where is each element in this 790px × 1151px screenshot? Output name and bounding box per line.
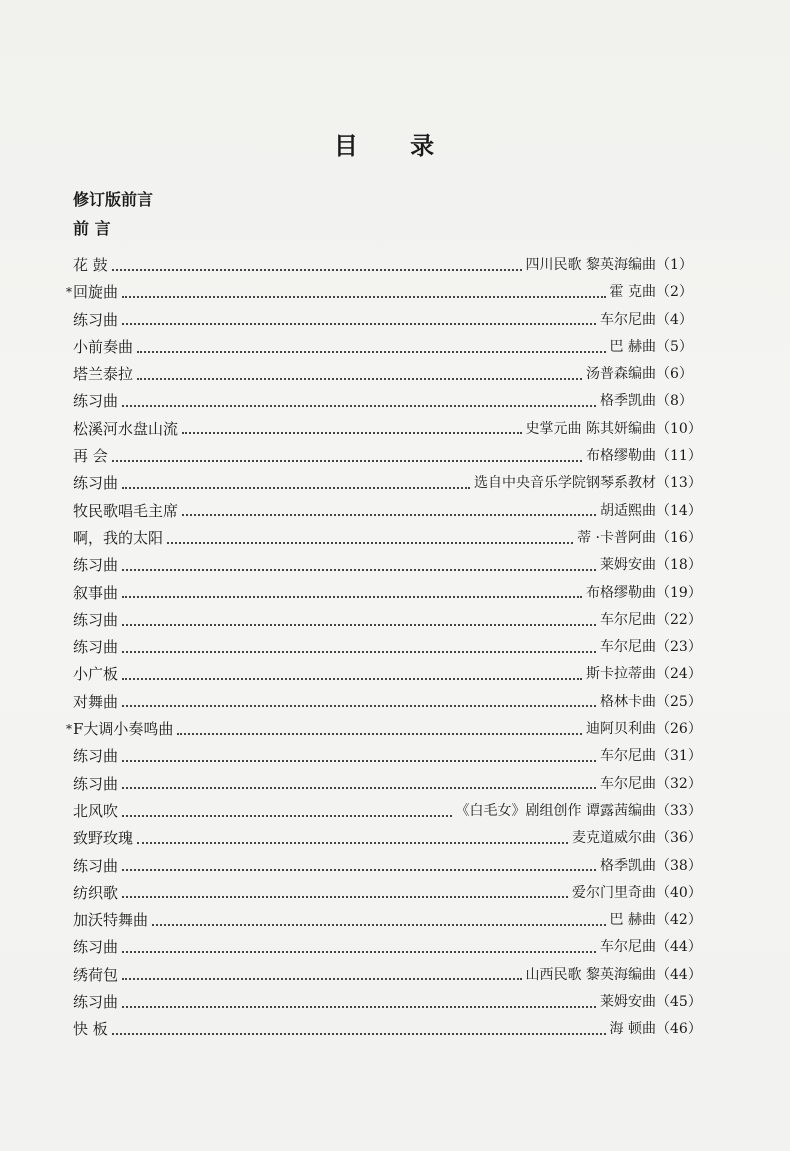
dot-leader <box>122 867 596 871</box>
entry-page-number: （6） <box>656 366 693 383</box>
entry-title: 练习曲 <box>73 556 119 575</box>
dot-leader <box>137 840 568 844</box>
toc-entry <box>0 279 790 306</box>
entry-page-number: （16） <box>656 529 702 546</box>
entry-page-number: （36） <box>656 830 702 847</box>
entry-page-number: （2） <box>656 284 693 301</box>
entry-title: 练习曲 <box>73 938 119 957</box>
entry-composer: 霍 克曲 <box>609 284 656 301</box>
dot-leader <box>122 785 596 789</box>
entry-page-number: （13） <box>656 475 702 492</box>
dot-leader <box>112 458 582 462</box>
section-preface: 前 言 <box>73 219 111 238</box>
entry-title: 小广板 <box>73 665 119 684</box>
entry-composer: 麦克道威尔曲 <box>572 830 656 847</box>
entry-title: 练习曲 <box>73 774 119 793</box>
dot-leader <box>182 512 596 516</box>
entry-page-number: （8） <box>656 393 693 410</box>
entry-composer: 格季凯曲 <box>600 393 656 410</box>
entry-composer: 莱姆安曲 <box>600 994 656 1011</box>
entry-composer: 汤普森编曲 <box>586 366 656 383</box>
entry-page-number: （24） <box>656 666 702 683</box>
entry-composer: 山西民歌 黎英海编曲 <box>525 966 656 983</box>
dot-leader <box>122 949 596 953</box>
entry-title: 对舞曲 <box>73 692 119 711</box>
entry-composer: 车尔尼曲 <box>600 611 656 628</box>
entry-composer: 爱尔门里奇曲 <box>572 884 656 901</box>
entry-composer: 《白毛女》剧组创作 谭露茜编曲 <box>455 802 656 819</box>
toc-entry <box>0 907 790 934</box>
dot-leader <box>122 676 582 680</box>
entry-title: 塔兰泰拉 <box>73 365 134 384</box>
entry-page-number: （45） <box>656 994 702 1011</box>
entry-page-number: （19） <box>656 584 702 601</box>
dot-leader <box>122 703 596 707</box>
toc-entry <box>0 634 790 661</box>
entry-page-number: （44） <box>656 939 702 956</box>
toc-entry <box>0 934 790 961</box>
entry-title: 练习曲 <box>73 638 119 657</box>
entry-composer: 布格缪勒曲 <box>586 584 656 601</box>
toc-entry <box>0 252 790 279</box>
dot-leader <box>152 922 606 926</box>
toc-entry <box>0 525 790 552</box>
dot-leader <box>167 540 573 544</box>
entry-title: 小前奏曲 <box>73 337 134 356</box>
dot-leader <box>137 376 582 380</box>
entry-title: 致野玫瑰 <box>73 829 134 848</box>
entry-page-number: （5） <box>656 338 693 355</box>
entry-page-number: （18） <box>656 557 702 574</box>
entry-composer: 蒂 ·卡普阿曲 <box>577 529 656 546</box>
entry-page-number: （46） <box>656 1021 702 1038</box>
toc-entry <box>0 361 790 388</box>
entry-page-number: （22） <box>656 611 702 628</box>
entry-title: 松溪河水盘山流 <box>73 419 179 438</box>
entry-composer: 迪阿贝利曲 <box>586 721 656 738</box>
entry-page-number: （32） <box>656 775 702 792</box>
dot-leader <box>122 485 470 489</box>
toc-entry <box>0 989 790 1016</box>
dot-leader <box>122 622 596 626</box>
entry-title: 练习曲 <box>73 392 119 411</box>
dot-leader <box>122 894 568 898</box>
entry-title: 牧民歌唱毛主席 <box>73 501 179 520</box>
dot-leader <box>122 1004 596 1008</box>
entry-title: 练习曲 <box>73 310 119 329</box>
toc-entry <box>0 853 790 880</box>
dot-leader <box>182 430 522 434</box>
toc-entry <box>0 880 790 907</box>
entry-composer: 选自中央音乐学院钢琴系教材 <box>474 475 656 492</box>
entry-composer: 格季凯曲 <box>600 857 656 874</box>
entry-page-number: （42） <box>656 912 702 929</box>
entry-composer: 布格缪勒曲 <box>586 448 656 465</box>
entry-page-number: （1） <box>656 257 693 273</box>
entry-page-number: （31） <box>656 748 702 765</box>
entry-composer: 车尔尼曲 <box>600 639 656 656</box>
entry-title: F大调小奏鸣曲 <box>73 720 174 739</box>
entry-page-number: （40） <box>656 884 702 901</box>
entry-title: 回旋曲 <box>73 283 119 302</box>
dot-leader <box>122 294 606 298</box>
dot-leader <box>122 567 596 571</box>
dot-leader <box>122 813 452 817</box>
entry-composer: 车尔尼曲 <box>600 775 656 792</box>
entry-composer: 格林卡曲 <box>600 693 656 710</box>
entry-page-number: （4） <box>656 311 693 328</box>
toc-entry <box>0 607 790 634</box>
toc-entry <box>0 798 790 825</box>
entry-page-number: （14） <box>656 502 702 519</box>
entry-composer: 巴 赫曲 <box>609 912 656 929</box>
entry-title: 练习曲 <box>73 747 119 766</box>
entry-title: 练习曲 <box>73 856 119 875</box>
entry-page-number: （44） <box>656 966 702 983</box>
toc-entry <box>0 498 790 525</box>
page-title: 目 录 <box>333 132 457 160</box>
dot-leader <box>122 649 596 653</box>
toc-entry <box>0 661 790 688</box>
entry-composer: 车尔尼曲 <box>600 939 656 956</box>
dot-leader <box>137 349 606 353</box>
section-revised-preface: 修订版前言 <box>73 190 154 209</box>
entry-title: 再 会 <box>73 447 108 466</box>
dot-leader <box>122 403 596 407</box>
entry-title: 练习曲 <box>73 474 119 493</box>
dot-leader <box>122 321 596 325</box>
entry-title: 绣荷包 <box>73 965 119 984</box>
toc-entry <box>0 334 790 361</box>
dot-leader <box>122 758 596 762</box>
asterisk-mark: * <box>66 285 72 300</box>
entry-composer: 车尔尼曲 <box>600 748 656 765</box>
entry-title: 花 鼓 <box>73 256 108 274</box>
entry-page-number: （33） <box>656 802 702 819</box>
toc-entry <box>0 443 790 470</box>
table-of-contents <box>0 252 790 1044</box>
toc-entry <box>0 716 790 743</box>
entry-composer: 斯卡拉蒂曲 <box>586 666 656 683</box>
toc-entry <box>0 1016 790 1043</box>
entry-title: 叙事曲 <box>73 583 119 602</box>
entry-composer: 海 顿曲 <box>609 1021 656 1038</box>
dot-leader <box>112 267 522 271</box>
asterisk-mark: * <box>66 722 72 737</box>
entry-title: 练习曲 <box>73 993 119 1012</box>
toc-entry <box>0 307 790 334</box>
toc-entry <box>0 825 790 852</box>
entry-composer: 莱姆安曲 <box>600 557 656 574</box>
dot-leader <box>112 1031 606 1035</box>
entry-page-number: （38） <box>656 857 702 874</box>
entry-composer: 巴 赫曲 <box>609 338 656 355</box>
toc-entry <box>0 552 790 579</box>
entry-title: 练习曲 <box>73 610 119 629</box>
toc-entry <box>0 470 790 497</box>
entry-page-number: （10） <box>656 420 702 437</box>
entry-composer: 车尔尼曲 <box>600 311 656 328</box>
toc-entry <box>0 771 790 798</box>
entry-title: 快 板 <box>73 1020 108 1039</box>
entry-title: 加沃特舞曲 <box>73 911 149 930</box>
toc-entry <box>0 689 790 716</box>
entry-page-number: （26） <box>656 721 702 738</box>
entry-page-number: （25） <box>656 693 702 710</box>
dot-leader <box>122 976 522 980</box>
entry-title: 纺织歌 <box>73 883 119 902</box>
toc-entry <box>0 416 790 443</box>
entry-title: 啊，我的太阳 <box>73 528 164 547</box>
entry-composer: 胡适熙曲 <box>600 502 656 519</box>
entry-composer: 史掌元曲 陈其妍编曲 <box>525 420 656 437</box>
entry-composer: 四川民歌 黎英海编曲 <box>525 257 656 273</box>
entry-page-number: （11） <box>656 448 702 465</box>
entry-page-number: （23） <box>656 639 702 656</box>
toc-entry <box>0 962 790 989</box>
entry-title: 北风吹 <box>73 801 119 820</box>
toc-entry <box>0 743 790 770</box>
toc-entry <box>0 580 790 607</box>
dot-leader <box>177 731 582 735</box>
dot-leader <box>122 594 582 598</box>
toc-entry <box>0 388 790 415</box>
